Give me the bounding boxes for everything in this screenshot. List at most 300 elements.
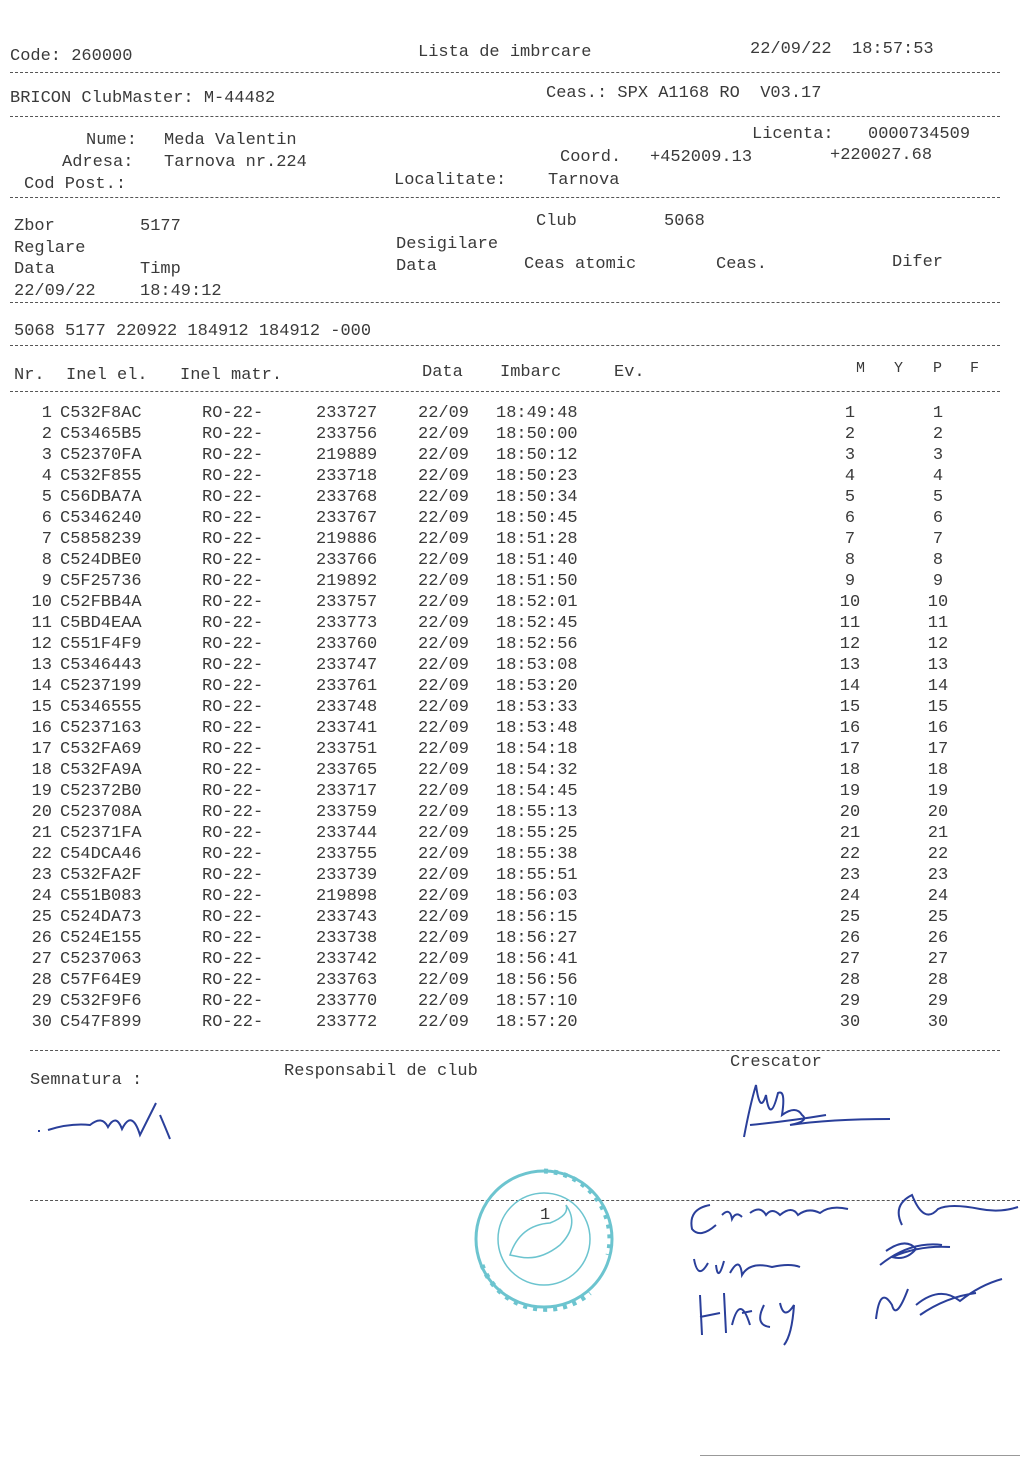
arrival-date: 22/09 xyxy=(418,467,470,486)
rank-p: 18 xyxy=(927,761,949,780)
ring-electronic: C52FBB4A xyxy=(60,593,142,612)
ring-prefix: RO-22- xyxy=(202,866,264,885)
ring-electronic: C524DBE0 xyxy=(60,551,142,570)
ring-electronic: C54DCA46 xyxy=(60,845,142,864)
table-row xyxy=(30,656,990,677)
ring-electronic: C523708A xyxy=(60,803,142,822)
ring-number: 233759 xyxy=(316,803,378,822)
ring-number: 233743 xyxy=(316,908,378,927)
arrival-time: 18:51:40 xyxy=(496,551,578,570)
timp-label: Timp xyxy=(140,260,181,279)
document-title: Lista de imbrcare xyxy=(418,43,592,62)
arrival-date: 22/09 xyxy=(418,929,470,948)
arrival-time: 18:56:03 xyxy=(496,887,578,906)
table-row xyxy=(30,971,990,992)
ring-electronic: C547F899 xyxy=(60,1013,142,1032)
ring-number: 219886 xyxy=(316,530,378,549)
rank-m: 27 xyxy=(839,950,861,969)
rank-m: 5 xyxy=(844,488,856,507)
ring-prefix: RO-22- xyxy=(202,824,264,843)
col-header-nr: Nr. xyxy=(14,366,45,385)
ring-prefix: RO-22- xyxy=(202,551,264,570)
rank-p: 23 xyxy=(927,866,949,885)
rank-p: 14 xyxy=(927,677,949,696)
arrival-time: 18:54:32 xyxy=(496,761,578,780)
rank-p: 1 xyxy=(932,404,944,423)
arrival-date: 22/09 xyxy=(418,656,470,675)
ring-prefix: RO-22- xyxy=(202,1013,264,1032)
arrival-date: 22/09 xyxy=(418,677,470,696)
ring-number: 233763 xyxy=(316,971,378,990)
rank-m: 25 xyxy=(839,908,861,927)
table-row xyxy=(30,698,990,719)
arrival-date: 22/09 xyxy=(418,887,470,906)
crescator-label: Crescator xyxy=(730,1053,822,1072)
ring-number: 233772 xyxy=(316,1013,378,1032)
ring-prefix: RO-22- xyxy=(202,488,264,507)
rank-m: 17 xyxy=(839,740,861,759)
row-number: 3 xyxy=(41,446,52,465)
licence-label: Licenta: xyxy=(752,125,834,144)
row-number: 2 xyxy=(41,425,52,444)
page-number: 1 xyxy=(540,1206,551,1225)
rank-m: 20 xyxy=(839,803,861,822)
rank-m: 26 xyxy=(839,929,861,948)
ring-electronic: C5346443 xyxy=(60,656,142,675)
ceas-atomic-label: Ceas atomic xyxy=(524,255,637,274)
ring-number: 233742 xyxy=(316,950,378,969)
rank-m: 23 xyxy=(839,866,861,885)
ring-electronic: C5F25736 xyxy=(60,572,142,591)
data-label: Data xyxy=(396,257,437,276)
ring-number: 233744 xyxy=(316,824,378,843)
ring-prefix: RO-22- xyxy=(202,845,264,864)
ring-number: 233738 xyxy=(316,929,378,948)
table-row xyxy=(30,845,990,866)
arrival-date: 22/09 xyxy=(418,404,470,423)
ring-number: 233755 xyxy=(316,845,378,864)
row-number: 14 xyxy=(31,677,52,696)
ring-number: 233756 xyxy=(316,425,378,444)
ring-electronic: C524DA73 xyxy=(60,908,142,927)
arrival-time: 18:52:01 xyxy=(496,593,578,612)
row-number: 16 xyxy=(31,719,52,738)
ring-prefix: RO-22- xyxy=(202,572,264,591)
arrival-time: 18:50:23 xyxy=(496,467,578,486)
ring-prefix: RO-22- xyxy=(202,614,264,633)
zbor-number: 5177 xyxy=(140,217,181,236)
table-row xyxy=(30,509,990,530)
arrival-time: 18:53:33 xyxy=(496,698,578,717)
difer-label: Difer xyxy=(892,253,944,272)
arrival-time: 18:53:20 xyxy=(496,677,578,696)
arrival-date: 22/09 xyxy=(418,593,470,612)
rank-m: 12 xyxy=(839,635,861,654)
rank-m: 10 xyxy=(839,593,861,612)
row-number: 24 xyxy=(31,887,52,906)
row-number: 23 xyxy=(31,866,52,885)
rank-m: 24 xyxy=(839,887,861,906)
arrival-time: 18:54:45 xyxy=(496,782,578,801)
ring-electronic: C5346240 xyxy=(60,509,142,528)
ring-electronic: C532FA2F xyxy=(60,866,142,885)
ring-electronic: C5237199 xyxy=(60,677,142,696)
arrival-time: 18:55:13 xyxy=(496,803,578,822)
rank-p: 8 xyxy=(932,551,944,570)
col-header-imbarc: Imbarc xyxy=(500,363,562,382)
arrival-date: 22/09 xyxy=(418,509,470,528)
ring-prefix: RO-22- xyxy=(202,404,264,423)
table-row xyxy=(30,782,990,803)
ring-prefix: RO-22- xyxy=(202,698,264,717)
row-number: 20 xyxy=(31,803,52,822)
rank-p: 21 xyxy=(927,824,949,843)
table-row xyxy=(30,719,990,740)
table-row xyxy=(30,887,990,908)
rank-p: 6 xyxy=(932,509,944,528)
ring-number: 233770 xyxy=(316,992,378,1011)
col-header-ev: Ev. xyxy=(614,363,645,382)
arrival-date: 22/09 xyxy=(418,1013,470,1032)
ring-electronic: C532FA9A xyxy=(60,761,142,780)
row-number: 25 xyxy=(31,908,52,927)
row-number: 19 xyxy=(31,782,52,801)
table-row xyxy=(30,761,990,782)
flight-summary: 5068 5177 220922 184912 184912 -000 xyxy=(14,322,372,341)
clock-info: Ceas.: SPX A1168 RO V03.17 xyxy=(546,84,822,103)
arrival-time: 18:50:12 xyxy=(496,446,578,465)
ring-number: 233767 xyxy=(316,509,378,528)
arrival-time: 18:51:28 xyxy=(496,530,578,549)
club-label: Club xyxy=(536,212,577,231)
ring-prefix: RO-22- xyxy=(202,656,264,675)
rank-p: 3 xyxy=(932,446,944,465)
ring-electronic: C551B083 xyxy=(60,887,142,906)
ring-electronic: C56DBA7A xyxy=(60,488,142,507)
ring-prefix: RO-22- xyxy=(202,593,264,612)
ring-electronic: C532FA69 xyxy=(60,740,142,759)
row-number: 11 xyxy=(31,614,52,633)
table-row xyxy=(30,614,990,635)
arrival-time: 18:53:48 xyxy=(496,719,578,738)
arrival-date: 22/09 xyxy=(418,635,470,654)
ring-electronic: C52371FA xyxy=(60,824,142,843)
arrival-date: 22/09 xyxy=(418,740,470,759)
rank-p: 29 xyxy=(927,992,949,1011)
ring-prefix: RO-22- xyxy=(202,509,264,528)
ring-prefix: RO-22- xyxy=(202,929,264,948)
ring-number: 233741 xyxy=(316,719,378,738)
row-number: 6 xyxy=(41,509,52,528)
signature-crescator-icon xyxy=(730,1075,900,1150)
name-label: Nume: xyxy=(86,131,138,150)
ring-electronic: C5BD4EAA xyxy=(60,614,142,633)
arrival-time: 18:56:15 xyxy=(496,908,578,927)
arrival-date: 22/09 xyxy=(418,488,470,507)
owner-address: Tarnova nr.224 xyxy=(164,153,307,172)
rank-m: 1 xyxy=(844,404,856,423)
rank-m: 16 xyxy=(839,719,861,738)
code-label: Code: 260000 xyxy=(10,47,133,66)
arrival-date: 22/09 xyxy=(418,845,470,864)
arrival-time: 18:56:27 xyxy=(496,929,578,948)
rank-p: 30 xyxy=(927,1013,949,1032)
col-header-p: P xyxy=(933,360,943,377)
data-label: Data xyxy=(14,260,55,279)
ring-prefix: RO-22- xyxy=(202,740,264,759)
rank-m: 30 xyxy=(839,1013,861,1032)
rank-m: 18 xyxy=(839,761,861,780)
table-row xyxy=(30,404,990,425)
licence-number: 0000734509 xyxy=(868,125,971,144)
table-row xyxy=(30,992,990,1013)
row-number: 22 xyxy=(31,845,52,864)
col-header-inel-matr: Inel matr. xyxy=(180,366,283,385)
rank-p: 22 xyxy=(927,845,949,864)
rank-m: 4 xyxy=(844,467,856,486)
table-row xyxy=(30,824,990,845)
table-row xyxy=(30,635,990,656)
arrival-date: 22/09 xyxy=(418,425,470,444)
ring-number: 233760 xyxy=(316,635,378,654)
arrival-date: 22/09 xyxy=(418,530,470,549)
reglare-time: 18:49:12 xyxy=(140,282,222,301)
row-number: 4 xyxy=(41,467,52,486)
row-number: 15 xyxy=(31,698,52,717)
rank-p: 5 xyxy=(932,488,944,507)
address-label: Adresa: xyxy=(62,153,134,172)
rank-m: 19 xyxy=(839,782,861,801)
responsabil-label: Responsabil de club xyxy=(284,1062,478,1081)
table-row xyxy=(30,950,990,971)
rank-p: 17 xyxy=(927,740,949,759)
ring-prefix: RO-22- xyxy=(202,992,264,1011)
ring-number: 233768 xyxy=(316,488,378,507)
postal-code-label: Cod Post.: xyxy=(24,175,127,194)
ring-electronic: C5346555 xyxy=(60,698,142,717)
arrival-date: 22/09 xyxy=(418,761,470,780)
ring-electronic: C524E155 xyxy=(60,929,142,948)
rank-p: 11 xyxy=(927,614,949,633)
owner-name: Meda Valentin xyxy=(164,131,297,150)
table-row xyxy=(30,530,990,551)
signature-semnatura-icon xyxy=(30,1095,180,1155)
table-row xyxy=(30,467,990,488)
rank-p: 28 xyxy=(927,971,949,990)
arrival-time: 18:52:45 xyxy=(496,614,578,633)
handwritten-names-icon xyxy=(680,1185,1020,1355)
arrival-date: 22/09 xyxy=(418,824,470,843)
ring-number: 233765 xyxy=(316,761,378,780)
rank-m: 7 xyxy=(844,530,856,549)
rank-m: 13 xyxy=(839,656,861,675)
row-number: 12 xyxy=(31,635,52,654)
ring-electronic: C532F8AC xyxy=(60,404,142,423)
rank-p: 25 xyxy=(927,908,949,927)
ring-number: 233748 xyxy=(316,698,378,717)
page-bottom-line xyxy=(700,1455,1020,1456)
ring-prefix: RO-22- xyxy=(202,908,264,927)
rank-m: 21 xyxy=(839,824,861,843)
ring-number: 219892 xyxy=(316,572,378,591)
zbor-label: Zbor xyxy=(14,217,55,236)
arrival-time: 18:50:00 xyxy=(496,425,578,444)
row-number: 17 xyxy=(31,740,52,759)
table-row xyxy=(30,866,990,887)
ring-number: 233718 xyxy=(316,467,378,486)
table-row xyxy=(30,551,990,572)
arrival-date: 22/09 xyxy=(418,908,470,927)
ring-prefix: RO-22- xyxy=(202,950,264,969)
table-row xyxy=(30,908,990,929)
table-row xyxy=(30,803,990,824)
divider xyxy=(30,1050,1000,1051)
ring-prefix: RO-22- xyxy=(202,530,264,549)
coord-latitude: +452009.13 xyxy=(650,148,753,167)
rank-m: 11 xyxy=(839,614,861,633)
ring-number: 233739 xyxy=(316,866,378,885)
arrival-date: 22/09 xyxy=(418,551,470,570)
print-datetime: 22/09/22 18:57:53 xyxy=(750,40,934,59)
arrival-date: 22/09 xyxy=(418,803,470,822)
row-number: 27 xyxy=(31,950,52,969)
rank-m: 2 xyxy=(844,425,856,444)
semnatura-label: Semnatura : xyxy=(30,1071,143,1090)
row-number: 13 xyxy=(31,656,52,675)
ring-electronic: C551F4F9 xyxy=(60,635,142,654)
ring-prefix: RO-22- xyxy=(202,803,264,822)
ring-prefix: RO-22- xyxy=(202,761,264,780)
arrival-date: 22/09 xyxy=(418,446,470,465)
row-number: 1 xyxy=(41,404,52,423)
table-row xyxy=(30,929,990,950)
ring-number: 219889 xyxy=(316,446,378,465)
arrival-time: 18:55:38 xyxy=(496,845,578,864)
rank-p: 2 xyxy=(932,425,944,444)
rank-m: 14 xyxy=(839,677,861,696)
arrival-date: 22/09 xyxy=(418,698,470,717)
col-header-f: F xyxy=(970,360,980,377)
row-number: 21 xyxy=(31,824,52,843)
col-header-y: Y xyxy=(894,360,904,377)
coord-label: Coord. xyxy=(560,148,622,167)
table-row xyxy=(30,677,990,698)
row-number: 7 xyxy=(41,530,52,549)
rank-m: 8 xyxy=(844,551,856,570)
ring-electronic: C53465B5 xyxy=(60,425,142,444)
rank-m: 29 xyxy=(839,992,861,1011)
reglare-date: 22/09/22 xyxy=(14,282,96,301)
desigilare-label: Desigilare xyxy=(396,235,499,254)
rank-p: 7 xyxy=(932,530,944,549)
arrival-time: 18:56:56 xyxy=(496,971,578,990)
coord-longitude: +220027.68 xyxy=(830,146,933,165)
rank-p: 4 xyxy=(932,467,944,486)
arrival-time: 18:55:25 xyxy=(496,824,578,843)
arrival-date: 22/09 xyxy=(418,782,470,801)
arrival-time: 18:51:50 xyxy=(496,572,578,591)
reglare-label: Reglare xyxy=(14,239,86,258)
col-header-inel-el: Inel el. xyxy=(66,366,148,385)
row-number: 8 xyxy=(41,551,52,570)
ring-prefix: RO-22- xyxy=(202,887,264,906)
arrival-time: 18:50:34 xyxy=(496,488,578,507)
arrival-time: 18:52:56 xyxy=(496,635,578,654)
ring-prefix: RO-22- xyxy=(202,425,264,444)
ring-prefix: RO-22- xyxy=(202,782,264,801)
ring-electronic: C532F9F6 xyxy=(60,992,142,1011)
rank-p: 20 xyxy=(927,803,949,822)
divider xyxy=(10,72,1000,73)
ring-number: 233761 xyxy=(316,677,378,696)
rank-m: 9 xyxy=(844,572,856,591)
ring-number: 233757 xyxy=(316,593,378,612)
table-row xyxy=(30,446,990,467)
ring-electronic: C532F855 xyxy=(60,467,142,486)
rank-m: 28 xyxy=(839,971,861,990)
locality: Tarnova xyxy=(548,171,620,190)
table-row xyxy=(30,488,990,509)
ring-number: 233773 xyxy=(316,614,378,633)
arrival-date: 22/09 xyxy=(418,992,470,1011)
divider xyxy=(10,116,1000,117)
rank-m: 22 xyxy=(839,845,861,864)
row-number: 30 xyxy=(31,1013,52,1032)
arrival-time: 18:53:08 xyxy=(496,656,578,675)
arrival-date: 22/09 xyxy=(418,866,470,885)
ring-number: 233751 xyxy=(316,740,378,759)
ring-electronic: C52370FA xyxy=(60,446,142,465)
arrival-time: 18:56:41 xyxy=(496,950,578,969)
table-row xyxy=(30,1013,990,1034)
row-number: 28 xyxy=(31,971,52,990)
arrival-time: 18:49:48 xyxy=(496,404,578,423)
ring-prefix: RO-22- xyxy=(202,719,264,738)
ring-number: 233766 xyxy=(316,551,378,570)
row-number: 5 xyxy=(41,488,52,507)
rank-p: 24 xyxy=(927,887,949,906)
ring-electronic: C5858239 xyxy=(60,530,142,549)
arrival-date: 22/09 xyxy=(418,614,470,633)
divider xyxy=(10,197,1000,198)
ring-prefix: RO-22- xyxy=(202,971,264,990)
rank-p: 10 xyxy=(927,593,949,612)
rank-p: 13 xyxy=(927,656,949,675)
row-number: 10 xyxy=(31,593,52,612)
ring-electronic: C5237163 xyxy=(60,719,142,738)
divider xyxy=(10,345,1000,346)
rank-p: 26 xyxy=(927,929,949,948)
club-number: 5068 xyxy=(664,212,705,231)
arrival-date: 22/09 xyxy=(418,572,470,591)
ring-electronic: C5237063 xyxy=(60,950,142,969)
table-row xyxy=(30,740,990,761)
rank-p: 12 xyxy=(927,635,949,654)
table-row xyxy=(30,572,990,593)
ring-prefix: RO-22- xyxy=(202,677,264,696)
rank-m: 15 xyxy=(839,698,861,717)
ring-number: 233717 xyxy=(316,782,378,801)
arrival-time: 18:50:45 xyxy=(496,509,578,528)
software-version: BRICON ClubMaster: M-44482 xyxy=(10,89,276,108)
rank-p: 16 xyxy=(927,719,949,738)
rank-m: 3 xyxy=(844,446,856,465)
ring-prefix: RO-22- xyxy=(202,635,264,654)
ring-electronic: C57F64E9 xyxy=(60,971,142,990)
arrival-time: 18:54:18 xyxy=(496,740,578,759)
rank-p: 27 xyxy=(927,950,949,969)
row-number: 26 xyxy=(31,929,52,948)
